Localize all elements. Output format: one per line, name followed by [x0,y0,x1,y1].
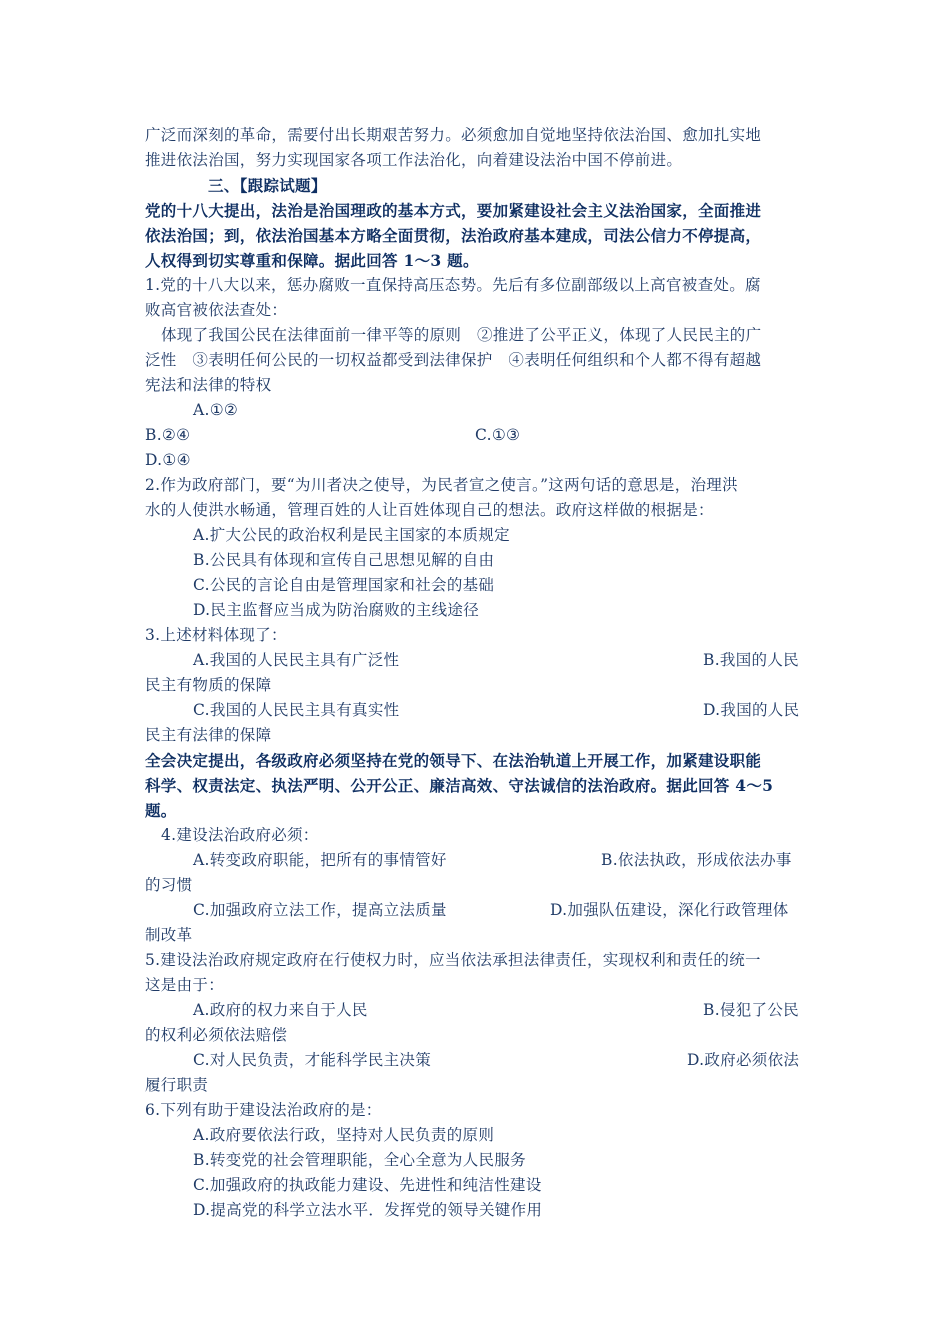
option-a: A.①② [193,401,239,419]
question-stem: 2.作为政府部门，要“为川者决之使导，为民者宣之使言。”这两句话的意思是，治理洪 [145,476,738,494]
material-paragraph: 党的十八大提出，法治是治国理政的基本方式，要加紧建设社会主义法治国家，全面推进 [145,201,762,220]
option-b: B.公民具有体现和宣传自己思想见解的自由 [193,551,495,569]
question-statements: 泛性 ③表明任何公民的一切权益都受到法律保护 ④表明任何组织和个人都不得有超越 [145,351,762,369]
option-d: 履行职责 [145,1076,209,1094]
material-paragraph: 人权得到切实尊重和保障。据此回答 1～3 题。 [145,251,479,270]
question-stem: 5.建设法治政府规定政府在行使权力时，应当依法承担法律责任，实现权利和责任的统一 [145,951,761,969]
option-a: A.转变政府职能，把所有的事情管好 [193,851,447,869]
material-paragraph: 全会决定提出，各级政府必须坚持在党的领导下、在法治轨道上开展工作，加紧建设职能 [145,751,762,770]
question-stem: 败高官被依法查处： [145,301,288,319]
option-c: C.①③ [475,426,521,444]
option-c: C.我国的人民民主具有真实性 [193,701,400,719]
option-d: D.民主监督应当成为防治腐败的主线途径 [193,601,480,619]
option-a: A.政府要依法行政，坚持对人民负责的原则 [193,1126,495,1144]
option-a: A.政府的权力来自于人民 [193,1001,368,1019]
question-statements: 体现了我国公民在法律面前一律平等的原则 ②推进了公平正义，体现了人民民主的广 [161,326,762,344]
option-b: B.依法执政，形成依法办事 [601,851,792,869]
option-b: B.②④ [145,426,191,444]
question-stem: 4.建设法治政府必须： [161,826,319,844]
option-d: 民主有法律的保障 [145,726,272,744]
question-stem: 这是由于： [145,976,225,994]
option-d: 制改革 [145,926,193,944]
question-stem: 6.下列有助于建设法治政府的是： [145,1101,382,1119]
intro-line: 推进依法治国，努力实现国家各项工作法治化，向着建设法治中国不停前进。 [145,151,683,169]
question-stem: 3.上述材料体现了： [145,626,287,644]
material-paragraph: 科学、权责法定、执法严明、公开公正、廉洁高效、守法诚信的法治政府。据此回答 4～5 [145,776,774,795]
option-d: D.①④ [145,451,191,469]
material-paragraph: 依法治国；到，依法治国基本方略全面贯彻，法治政府基本建成，司法公信力不停提高， [145,226,762,245]
option-a: A.我国的人民民主具有广泛性 [193,651,400,669]
question-stem: 1.党的十八大以来，惩办腐败一直保持高压态势。先后有多位副部级以上高官被查处。腐 [145,276,761,294]
option-c: C.对人民负责，才能科学民主决策 [193,1051,432,1069]
option-d: D.提高党的科学立法水平．发挥党的领导关键作用 [193,1201,543,1219]
option-c: C.加强政府的执政能力建设、先进性和纯洁性建设 [193,1176,542,1194]
option-d: D.加强队伍建设，深化行政管理体 [550,901,789,919]
material-paragraph: 题。 [145,801,177,820]
question-stem: 水的人使洪水畅通，管理百姓的人让百姓体现自己的想法。政府这样做的根据是： [145,501,714,519]
option-b: 的权利必须依法赔偿 [145,1026,288,1044]
option-a: A.扩大公民的政治权利是民主国家的本质规定 [193,526,510,544]
option-b: B.我国的人民 [703,651,799,669]
question-statements: 宪法和法律的特权 [145,376,272,394]
option-c: C.公民的言论自由是管理国家和社会的基础 [193,576,495,594]
option-b: B.转变党的社会管理职能，全心全意为人民服务 [193,1151,526,1169]
section-heading: 三、【跟踪试题】 [208,176,327,195]
option-b: 的习惯 [145,876,193,894]
option-b: 民主有物质的保障 [145,676,272,694]
option-d: D.政府必须依法 [687,1051,800,1069]
option-b: B.侵犯了公民 [703,1001,799,1019]
option-d: D.我国的人民 [703,701,800,719]
intro-line: 广泛而深刻的革命，需要付出长期艰苦努力。必须愈加自觉地坚持依法治国、愈加扎实地 [145,126,762,144]
option-c: C.加强政府立法工作，提高立法质量 [193,901,447,919]
